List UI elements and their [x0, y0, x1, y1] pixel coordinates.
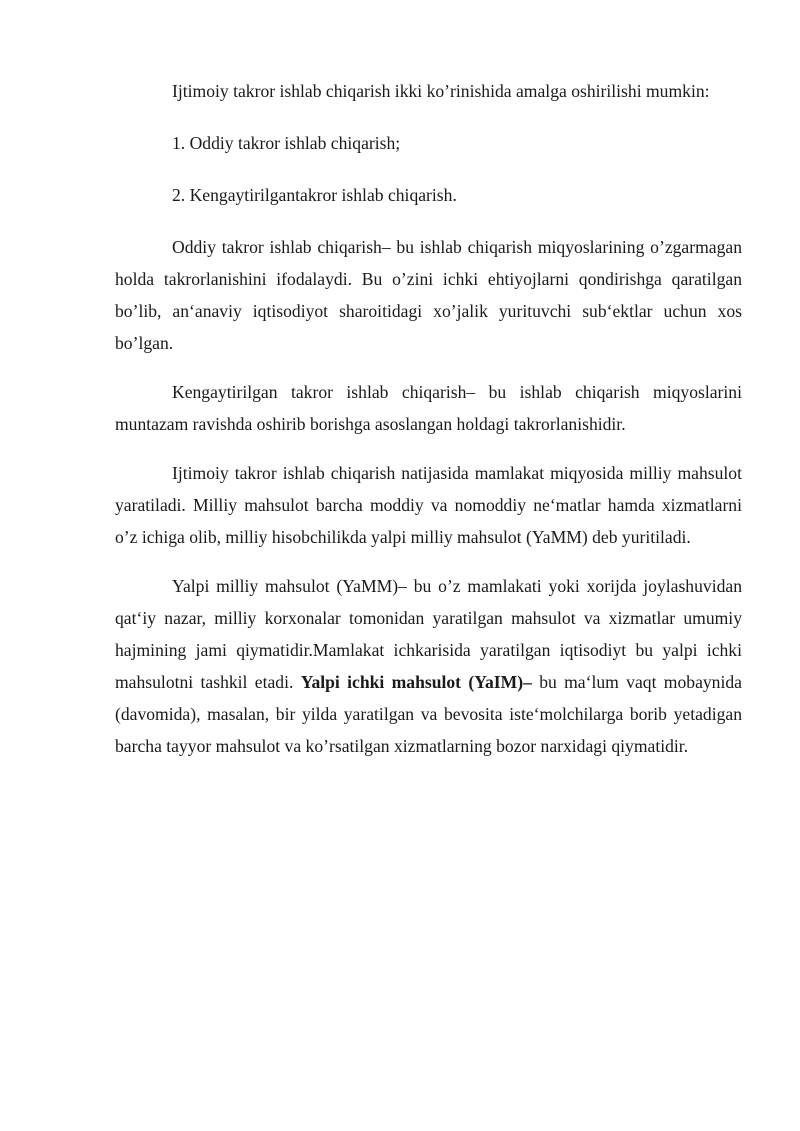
intro-paragraph: Ijtimoiy takror ishlab chiqarish ikki ko’rinishida amalga oshirilishi mumkin:: [172, 81, 710, 101]
document-body: [115, 75, 742, 779]
yamm-paragraph: [115, 570, 742, 762]
list-item: 2. Kengaytirilgantakror ishlab chiqarish.: [172, 185, 457, 205]
list-item: 1. Oddiy takror ishlab chiqarish;: [172, 133, 401, 153]
milliy-mahsulot-paragraph: Ijtimoiy takror ishlab chiqarish natijasida mamlakat miqyosida milliy mahsulot yaratiladi. Milliy mahsulot barcha moddiy va nomoddiy ne‘matlar hamda xizmatlarni o’z ichiga olib, milliy hisobchilikda yalpi milliy mahsulot (YaMM) deb yuritiladi.: [115, 463, 742, 547]
yaim-term: Yalpi ichki mahsulot (YaIM)–: [300, 672, 532, 692]
kengaytirilgan-paragraph: Kengaytirilgan takror ishlab chiqarish– bu ishlab chiqarish miqyoslarini muntazam ravishda oshirib borishga asoslangan holdagi takrorlanishidir.: [115, 382, 742, 434]
yamm-text-part2: bu ma‘lum vaqt mobaynida (davomida), masalan, bir yilda yaratilgan va bevosita iste‘molchilarga borib yetadigan barcha tayyor mahsulot va ko’rsatilgan xizmatlarning bozor narxidagi qiymatidir.: [115, 672, 742, 756]
oddiy-paragraph: Oddiy takror ishlab chiqarish– bu ishlab chiqarish miqyoslarining o’zgarmagan holda takrorlanishini ifodalaydi. Bu o’zini ichki ehtiyojlarni qondirishga qaratilgan bo’lib, an‘anaviy iqtisodiyot sharoitidagi xo’jalik yurituvchi sub‘ektlar uchun xos bo’lgan.: [115, 237, 742, 353]
yamm-text-part1: Yalpi milliy mahsulot (YaMM)– bu o’z mamlakati yoki xorijda joylashuvidan qat‘iy nazar, milliy korxonalar tomonidan yaratilgan mahsulot va xizmatlar umumiy hajmining jami qiymatidir.Mamlakat ichkarisida yaratilgan iqtisodiyt bu yalpi ichki mahsulotni tashkil etadi.: [115, 576, 742, 692]
